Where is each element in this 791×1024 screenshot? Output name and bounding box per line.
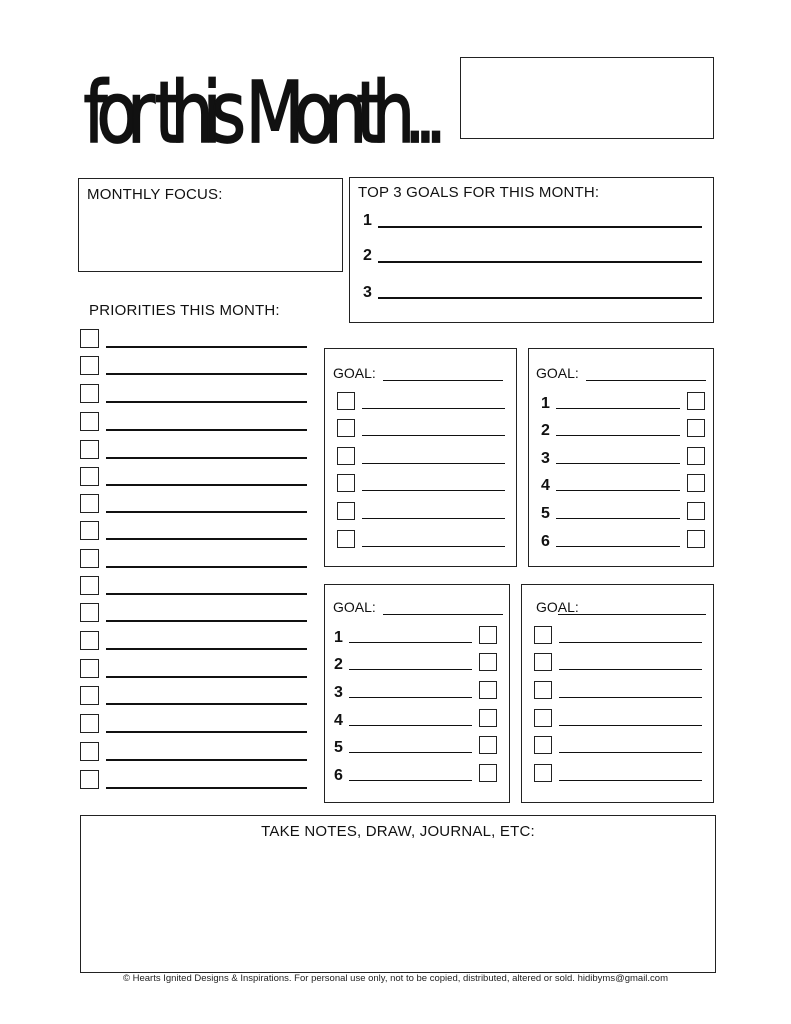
monthly-focus-label: MONTHLY FOCUS: (87, 186, 223, 203)
goal-line[interactable] (559, 725, 702, 726)
goal-checkbox[interactable] (337, 419, 355, 437)
goal-checkbox[interactable] (479, 653, 497, 671)
priority-line[interactable] (106, 373, 307, 375)
goal-checkbox[interactable] (337, 530, 355, 548)
goal-line[interactable] (349, 725, 472, 726)
goal-number: 6 (334, 767, 343, 784)
priority-line[interactable] (106, 759, 307, 761)
goal-label: GOAL: (536, 599, 579, 615)
goal-line[interactable] (362, 463, 505, 464)
goal-number: 6 (541, 533, 550, 550)
priority-line[interactable] (106, 538, 307, 540)
goal-line[interactable] (559, 780, 702, 781)
goal-line[interactable] (556, 463, 680, 464)
goal-checkbox[interactable] (534, 709, 552, 727)
goal-line[interactable] (556, 408, 680, 409)
priority-checkbox[interactable] (80, 384, 99, 403)
top-goal-number: 3 (363, 284, 372, 301)
priority-line[interactable] (106, 787, 307, 789)
goal-line[interactable] (362, 435, 505, 436)
goal-title-line[interactable] (383, 614, 503, 615)
goal-line[interactable] (556, 518, 680, 519)
goal-checkbox[interactable] (687, 502, 705, 520)
priority-line[interactable] (106, 484, 307, 486)
goal-number: 2 (334, 656, 343, 673)
goal-line[interactable] (362, 546, 505, 547)
goal-label: GOAL: (333, 599, 376, 615)
goal-checkbox[interactable] (534, 626, 552, 644)
goal-checkbox[interactable] (687, 419, 705, 437)
priority-line[interactable] (106, 703, 307, 705)
goal-checkbox[interactable] (337, 474, 355, 492)
goal-line[interactable] (349, 642, 472, 643)
goal-number: 5 (334, 739, 343, 756)
priority-line[interactable] (106, 731, 307, 733)
priority-line[interactable] (106, 648, 307, 650)
goal-number: 4 (334, 712, 343, 729)
goal-number: 2 (541, 422, 550, 439)
goal-label: GOAL: (333, 365, 376, 381)
goal-checkbox[interactable] (687, 392, 705, 410)
top-goal-line[interactable] (378, 226, 702, 228)
priority-checkbox[interactable] (80, 521, 99, 540)
priority-line[interactable] (106, 620, 307, 622)
goal-line[interactable] (349, 697, 472, 698)
priority-checkbox[interactable] (80, 412, 99, 431)
priority-line[interactable] (106, 429, 307, 431)
priority-checkbox[interactable] (80, 440, 99, 459)
goal-checkbox[interactable] (479, 764, 497, 782)
priority-line[interactable] (106, 401, 307, 403)
priority-line[interactable] (106, 676, 307, 678)
goal-number: 4 (541, 477, 550, 494)
goal-title-line[interactable] (383, 380, 503, 381)
goal-line[interactable] (556, 435, 680, 436)
goal-checkbox[interactable] (337, 447, 355, 465)
goal-checkbox[interactable] (687, 447, 705, 465)
goal-line[interactable] (559, 642, 702, 643)
page-title-text: for this Month... (83, 63, 447, 163)
goal-line[interactable] (559, 697, 702, 698)
goal-checkbox[interactable] (687, 474, 705, 492)
priority-checkbox[interactable] (80, 603, 99, 622)
goal-checkbox[interactable] (687, 530, 705, 548)
goal-line[interactable] (559, 669, 702, 670)
goal-checkbox[interactable] (534, 736, 552, 754)
goal-checkbox[interactable] (479, 626, 497, 644)
copyright-footer: © Hearts Ignited Designs & Inspirations. For personal use only, not to be copied, distributed, altered or sold. hidibyms@gmail.com (122, 973, 669, 984)
priority-line[interactable] (106, 593, 307, 595)
priority-line[interactable] (106, 346, 307, 348)
top-goal-number: 2 (363, 247, 372, 264)
priority-checkbox[interactable] (80, 467, 99, 486)
goal-label: GOAL: (536, 365, 579, 381)
priority-checkbox[interactable] (80, 549, 99, 568)
priority-checkbox[interactable] (80, 659, 99, 678)
priority-checkbox[interactable] (80, 494, 99, 513)
priority-checkbox[interactable] (80, 576, 99, 595)
goal-checkbox[interactable] (337, 502, 355, 520)
goal-number: 3 (334, 684, 343, 701)
goal-line[interactable] (362, 490, 505, 491)
goal-line[interactable] (559, 752, 702, 753)
priority-checkbox[interactable] (80, 770, 99, 789)
goal-number: 3 (541, 450, 550, 467)
goal-checkbox[interactable] (534, 653, 552, 671)
page-title (78, 50, 458, 190)
goal-checkbox[interactable] (534, 681, 552, 699)
priority-checkbox[interactable] (80, 742, 99, 761)
goal-line[interactable] (556, 546, 680, 547)
goal-checkbox[interactable] (337, 392, 355, 410)
priority-checkbox[interactable] (80, 356, 99, 375)
priority-checkbox[interactable] (80, 631, 99, 650)
top-goal-number: 1 (363, 212, 372, 229)
goal-title-line[interactable] (558, 614, 706, 615)
priority-line[interactable] (106, 511, 307, 513)
top-goals-label: TOP 3 GOALS FOR THIS MONTH: (358, 184, 600, 201)
goal-number: 5 (541, 505, 550, 522)
goal-line[interactable] (349, 780, 472, 781)
goal-title-line[interactable] (586, 380, 706, 381)
goal-checkbox[interactable] (534, 764, 552, 782)
goal-checkbox[interactable] (479, 681, 497, 699)
priority-checkbox[interactable] (80, 686, 99, 705)
goal-line[interactable] (349, 752, 472, 753)
goal-checkbox[interactable] (479, 736, 497, 754)
priorities-label: PRIORITIES THIS MONTH: (89, 302, 280, 319)
goal-number: 1 (334, 629, 343, 646)
goal-line[interactable] (349, 669, 472, 670)
notes-label: TAKE NOTES, DRAW, JOURNAL, ETC: (261, 823, 535, 840)
priority-checkbox[interactable] (80, 329, 99, 348)
goal-line[interactable] (556, 490, 680, 491)
priority-checkbox[interactable] (80, 714, 99, 733)
priority-line[interactable] (106, 457, 307, 459)
goal-line[interactable] (362, 518, 505, 519)
goal-checkbox[interactable] (479, 709, 497, 727)
month-name-box[interactable] (460, 57, 714, 139)
goal-number: 1 (541, 395, 550, 412)
top-goal-line[interactable] (378, 297, 702, 299)
priority-line[interactable] (106, 566, 307, 568)
goal-line[interactable] (362, 408, 505, 409)
top-goal-line[interactable] (378, 261, 702, 263)
